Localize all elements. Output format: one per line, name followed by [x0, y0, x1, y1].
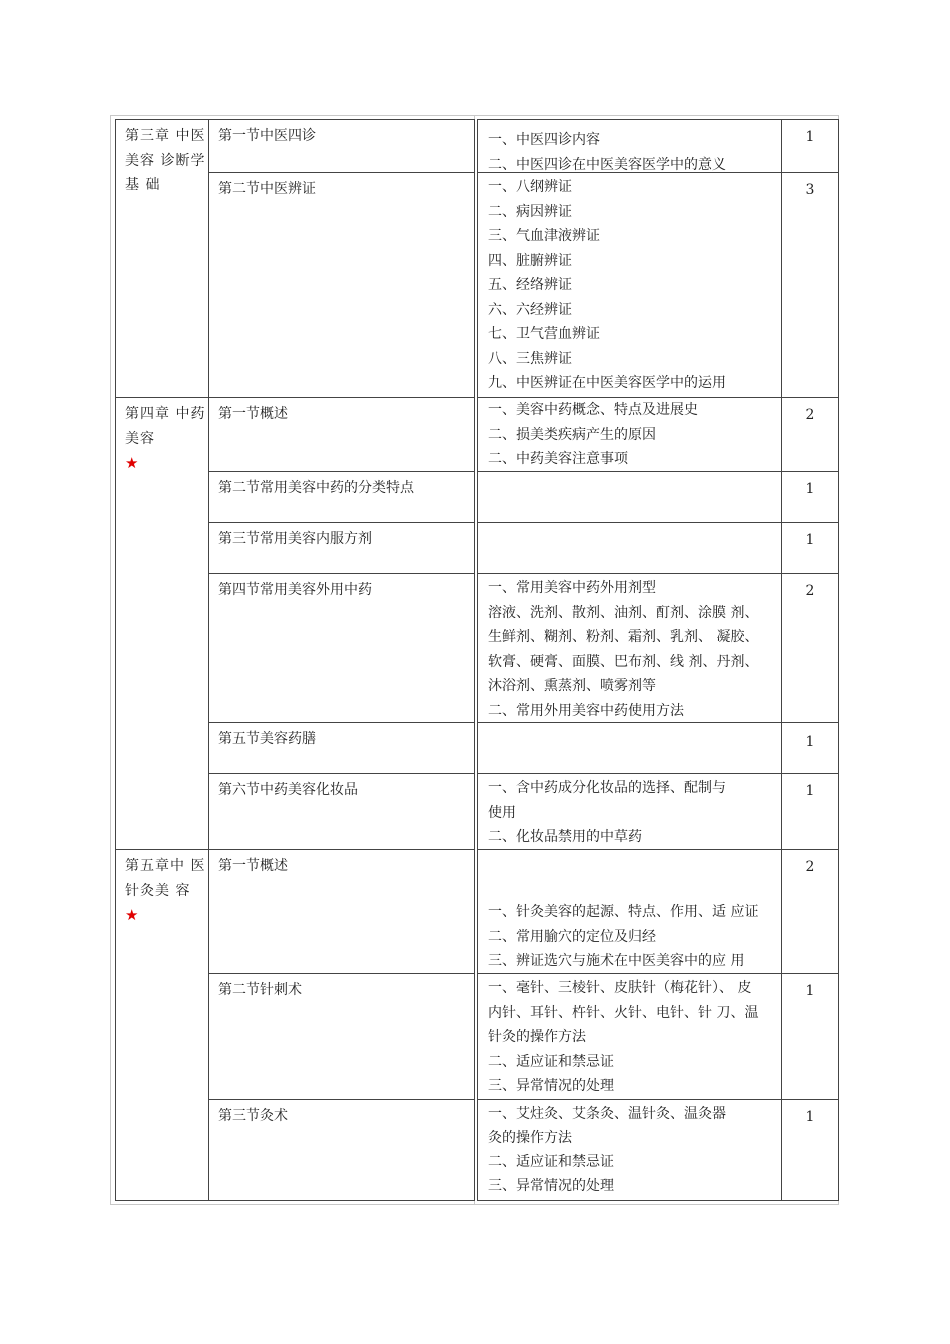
content-line: 二、适应证和禁忌证 — [488, 1053, 614, 1070]
content-cell — [478, 722, 782, 773]
hours-cell: 1 — [782, 973, 838, 1099]
content-line: 五、经络辨证 — [488, 277, 572, 293]
chapter-3-line: 美容 诊断学 — [125, 152, 206, 169]
content-line: 二、适应证和禁忌证 — [488, 1154, 614, 1170]
content-line: 三、辨证选穴与施术在中医美容中的应 用 — [488, 953, 745, 969]
content-line: 一、美容中药概念、特点及进展史 — [488, 402, 698, 418]
section-cell: 第二节针刺术 — [209, 973, 474, 1099]
chapter-5-line: 第五章中 医 — [125, 858, 206, 874]
hours-cell: 2 — [782, 849, 838, 973]
content-line: 生鲜剂、糊剂、粉剂、霜剂、乳剂、 凝胶、 — [488, 629, 759, 645]
content-cell — [478, 397, 782, 471]
content-hours-table — [477, 119, 839, 1201]
content-line: 沐浴剂、熏蒸剂、喷雾剂等 — [488, 678, 656, 694]
content-line: 二、中医四诊在中医美容医学中的意义 — [488, 156, 726, 173]
content-line: 软膏、硬膏、面膜、巴布剂、线 剂、丹剂、 — [488, 653, 759, 670]
chapter-4-cell — [116, 397, 209, 849]
chapter-4-line: 美容 — [125, 430, 155, 447]
content-line: 溶液、洗剂、散剂、油剂、酊剂、涂膜 剂、 — [488, 604, 759, 621]
hours-cell: 2 — [782, 397, 838, 471]
content-line: 二、常用外用美容中药使用方法 — [488, 702, 684, 719]
content-line: 内针、耳针、杵针、火针、电针、针 刀、温 — [488, 1004, 759, 1021]
section-cell: 第一节中医四诊 — [218, 128, 316, 144]
section-cell: 第三节常用美容内服方剂 — [209, 522, 474, 573]
content-line: 一、八纲辨证 — [488, 179, 572, 195]
section-cell: 第五节美容药膳 — [209, 722, 474, 773]
content-line: 六、六经辨证 — [488, 301, 572, 318]
content-line: 三、气血津液辨证 — [488, 228, 600, 244]
content-line: 八、三焦辨证 — [488, 350, 572, 367]
chapter-3-line: 第三章 中医 — [125, 128, 206, 144]
content-line: 一、常用美容中药外用剂型 — [488, 580, 656, 596]
hours-cell: 1 — [782, 522, 838, 573]
content-cell — [478, 973, 782, 1099]
content-line: 一、针灸美容的起源、特点、作用、适 应证 — [488, 904, 759, 920]
content-line: 二、常用腧穴的定位及归经 — [488, 928, 656, 945]
section-cell: 第四节常用美容外用中药 — [209, 573, 474, 722]
red-star-icon: ★ — [125, 906, 140, 924]
chapter-5-line: 针灸美 容 — [125, 882, 191, 899]
content-cell — [478, 522, 782, 573]
content-line: 针灸的操作方法 — [488, 1029, 586, 1045]
chapter-4-line: 第四章 中药 — [125, 406, 206, 422]
chapter-section-table — [115, 119, 475, 1201]
content-cell — [478, 172, 782, 397]
content-line: 九、中医辨证在中医美容医学中的运用 — [488, 375, 726, 391]
content-line: 一、艾炷灸、艾条灸、温针灸、温灸器 — [488, 1106, 726, 1122]
chapter-3-line: 基 础 — [125, 177, 161, 193]
chapter-5-cell — [116, 849, 209, 1200]
content-cell — [478, 573, 782, 722]
content-line: 二、化妆品禁用的中草药 — [488, 829, 642, 845]
content-cell — [478, 120, 782, 172]
content-line: 四、脏腑辨证 — [488, 252, 572, 269]
content-cell — [478, 773, 782, 849]
hours-cell: 1 — [782, 471, 838, 522]
section-cell: 第一节概述 — [209, 397, 474, 471]
content-line: 三、异常情况的处理 — [488, 1178, 614, 1194]
hours-cell: 2 — [782, 573, 838, 722]
chapter-3-cell — [116, 120, 209, 397]
section-cell: 第二节常用美容中药的分类特点 — [209, 471, 474, 522]
content-cell — [478, 471, 782, 522]
hours-cell: 1 — [782, 1099, 838, 1200]
content-cell — [478, 849, 782, 973]
content-line: 三、异常情况的处理 — [488, 1078, 614, 1094]
content-line: 七、卫气营血辨证 — [488, 326, 600, 342]
hours-cell: 1 — [805, 129, 815, 145]
section-cell: 第二节中医辨证 — [209, 172, 474, 397]
content-line: 二、病因辨证 — [488, 203, 572, 220]
content-line: 一、毫针、三棱针、皮肤针（梅花针）、 皮 — [488, 980, 752, 996]
content-line: 一、中医四诊内容 — [488, 132, 600, 148]
content-line: 一、含中药成分化妆品的选择、配制与 — [488, 780, 726, 796]
content-line: 使用 — [488, 804, 516, 821]
content-line: 灸的操作方法 — [488, 1130, 572, 1146]
hours-cell: 1 — [782, 722, 838, 773]
red-star-icon: ★ — [125, 454, 140, 472]
hours-cell: 3 — [782, 172, 838, 397]
section-cell: 第一节概述 — [209, 849, 474, 973]
hours-cell: 1 — [782, 773, 838, 849]
section-cell: 第六节中药美容化妆品 — [209, 773, 474, 849]
content-line: 二、中药美容注意事项 — [488, 451, 628, 467]
content-line: 二、损美类疾病产生的原因 — [488, 426, 656, 443]
content-cell — [478, 1099, 782, 1200]
section-cell: 第三节灸术 — [209, 1099, 474, 1200]
